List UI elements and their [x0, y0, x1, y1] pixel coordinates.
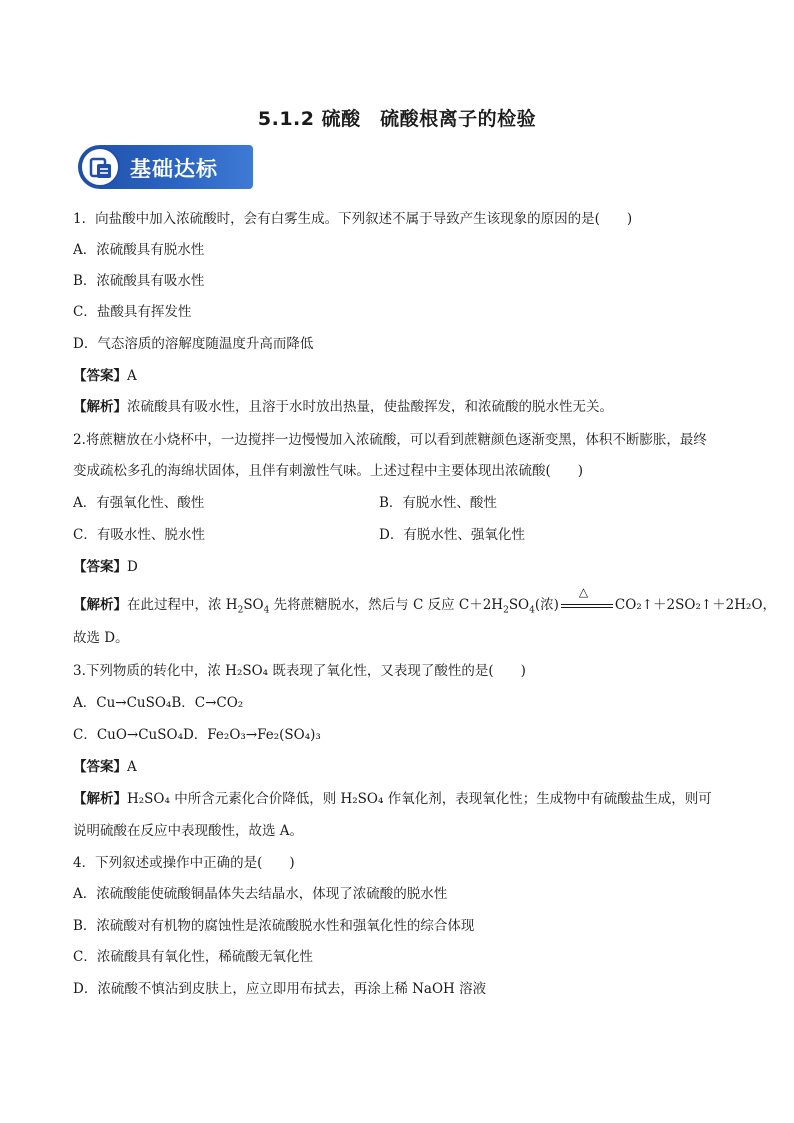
q1-option-c: C．盐酸具有挥发性	[73, 304, 192, 320]
answer-value: A	[127, 368, 137, 384]
q2-options-ab	[73, 493, 497, 513]
analysis-cond: (浓)	[534, 597, 559, 613]
q1-option-b: B．浓硫酸具有吸水性	[73, 273, 205, 289]
q2-option-b: B．有脱水性、酸性	[379, 495, 497, 511]
q1-option-d: D．气态溶质的溶解度随温度升高而降低	[73, 336, 314, 352]
q1-option-a: A．浓硫酸具有脱水性	[73, 242, 205, 258]
q1-answer	[73, 366, 137, 386]
analysis-tag: 【解析】	[73, 597, 127, 613]
q2-options-cd	[73, 525, 525, 545]
q2-option-a: A．有强氧化性、酸性	[73, 495, 205, 511]
analysis-pre: 在此过程中，浓 H	[127, 597, 238, 613]
analysis-text: H₂SO₄ 中所含元素化合价降低，则 H₂SO₄ 作氧化剂，表现氧化性；生成物中有硫酸盐生成，则可	[127, 791, 712, 807]
analysis-text: 浓硫酸具有吸水性，且溶于水时放出热量，使盐酸挥发，和浓硫酸的脱水性无关。	[127, 399, 613, 415]
analysis-mid: 先将蔗糖脱水，然后与 C 反应 C＋2H	[273, 597, 504, 613]
q3-options-cd: C．CuO→CuSO₄D．Fe₂O₃→Fe₂(SO₄)₃	[73, 727, 321, 743]
q2-stem-line2: 变成疏松多孔的海绵状固体，且伴有刺激性气味。上述过程中主要体现出浓硫酸( )	[73, 463, 584, 479]
q2-option-d: D．有脱水性、强氧化性	[379, 527, 525, 543]
q2-option-c: C．有吸水性、脱水性	[73, 527, 205, 543]
q1-analysis	[73, 397, 613, 417]
q3-options-ab: A．Cu→CuSO₄B．C→CO₂	[73, 695, 244, 711]
book-icon	[80, 147, 120, 187]
q2-analysis: 【解析】在此过程中，浓 $H_2SO_4$ 先将蔗糖脱水，然后与 C 反应 $C+2H_2SO_4$(浓) △ CO₂↑＋2SO₂↑＋2H₂O，	[73, 584, 777, 616]
analysis-products: CO₂↑＋2SO₂↑＋2H₂O，	[614, 597, 777, 613]
reaction-arrow	[561, 584, 613, 613]
page-title: 5.1.2 硫酸 硫酸根离子的检验	[257, 108, 537, 130]
q2-stem-line1: 2.将蔗糖放在小烧杯中，一边搅拌一边慢慢加入浓硫酸，可以看到蔗糖颜色逐渐变黑，体积不断膨胀，最终	[73, 432, 707, 448]
q4-stem: 4．下列叙述或操作中正确的是( )	[73, 855, 295, 871]
q3-analysis-line2: 说明硫酸在反应中表现酸性，故选 A。	[73, 823, 304, 839]
answer-tag: 【答案】	[73, 559, 127, 575]
analysis-tag: 【解析】	[73, 399, 127, 415]
section-label: 基础达标	[130, 157, 218, 181]
q4-option-d: D．浓硫酸不慎沾到皮肤上，应立即用布拭去，再涂上稀 NaOH 溶液	[73, 981, 487, 997]
section-banner	[78, 145, 253, 189]
q1-stem: 1．向盐酸中加入浓硫酸时，会有白雾生成。下列叙述不属于导致产生该现象的原因的是( )	[73, 211, 633, 227]
q4-option-c: C．浓硫酸具有氧化性，稀硫酸无氧化性	[73, 949, 313, 965]
analysis-tag: 【解析】	[73, 791, 127, 807]
q3-answer	[73, 757, 137, 777]
heat-icon: △	[578, 584, 589, 599]
answer-value: A	[127, 759, 137, 775]
q4-option-b: B．浓硫酸对有机物的腐蚀性是浓硫酸脱水性和强氧化性的综合体现	[73, 918, 475, 934]
q2-answer	[73, 557, 138, 577]
answer-tag: 【答案】	[73, 368, 127, 384]
q3-analysis	[73, 789, 712, 809]
answer-tag: 【答案】	[73, 759, 127, 775]
q4-option-a: A．浓硫酸能使硫酸铜晶体失去结晶水，体现了浓硫酸的脱水性	[73, 886, 448, 902]
q2-analysis-end: 故选 D。	[73, 630, 129, 646]
answer-value: D	[127, 559, 138, 575]
q3-stem: 3.下列物质的转化中，浓 H₂SO₄ 既表现了氧化性，又表现了酸性的是( )	[73, 663, 526, 679]
